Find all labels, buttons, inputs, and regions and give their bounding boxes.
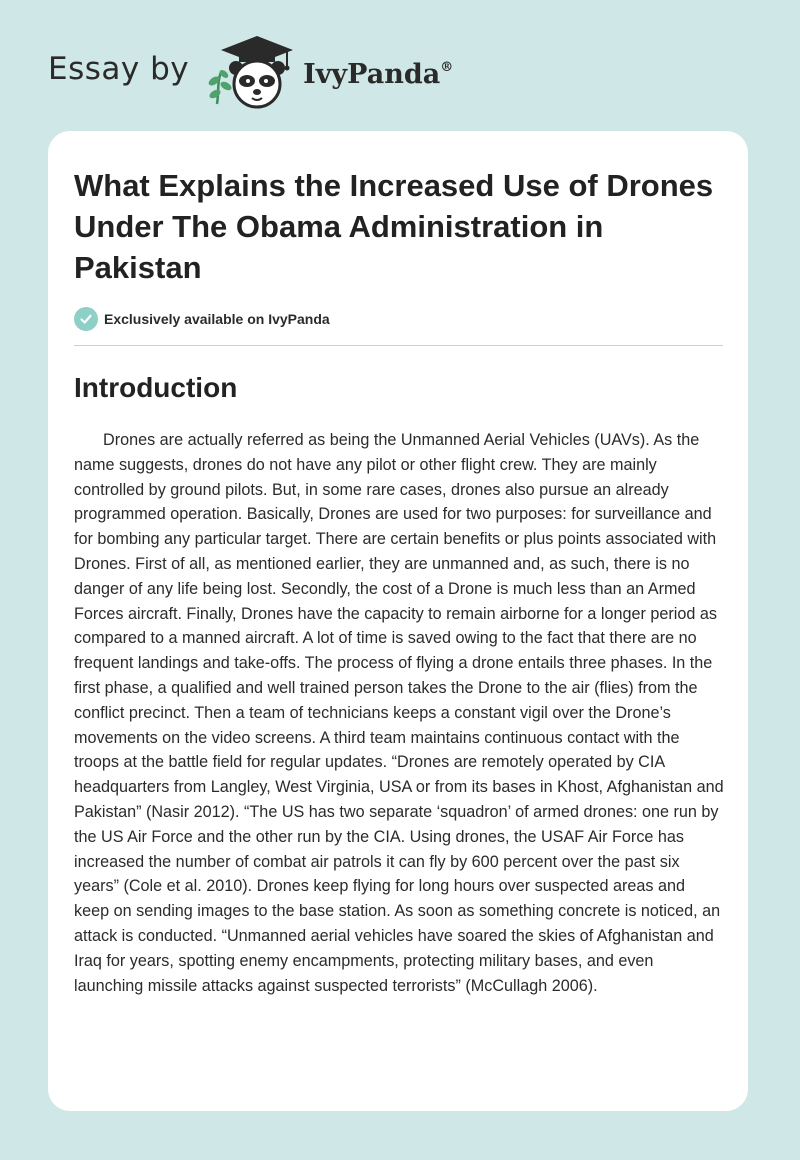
brand-header: [48, 34, 453, 110]
divider: [74, 345, 723, 346]
page-title: What Explains the Increased Use of Drones Under The Obama Administration in Pakistan: [74, 168, 714, 285]
registered-mark: ®: [440, 59, 454, 75]
essay-card: [48, 131, 748, 1111]
check-circle-icon: [74, 307, 98, 331]
panda-graduate-icon: [205, 34, 297, 110]
section-heading: Introduction: [74, 372, 238, 403]
body-paragraph: Drones are actually referred as being the Unmanned Aerial Vehicles (UAVs). As the name suggests, drones do not have any pilot or other flight crew. They are mainly controlled by ground pilots. But, in some rare cases, drones also pursue an already programmed operation. Basically, Drones are used for two purposes: for surveillance and for bombing any particular target. There are certain benefits or plus points associated with Drones. First of all, as mentioned earlier, they are unmanned and, as such, there is no danger of any life being lost. Secondly, the cost of a Drone is much less than an Armed Forces aircraft. Finally, Drones have the capacity to remain airborne for a longer period as compared to a manned aircraft. A lot of time is saved owing to the fact that there are no frequent landings and take-offs. The process of flying a drone entails three phases. In the first phase, a qualified and well trained person takes the Drone to the air (flies) from the conflict precinct. Then a team of technicians keeps a constant vigil over the Drone’s movements on the video screens. A third team maintains continuous contact with the troops at the battle field for regular updates. “Drones are remotely operated by CIA headquarters from Langley, West Virginia, USA or from its bases in Khost, Afghanistan and Pakistan” (Nasir 2012). “The US has two separate ‘squadron’ of armed drones: one run by the US Air Force and the other run by the CIA. Using drones, the USAF Air Force has increased the number of combat air patrols it can fly by 600 percent over the past six years” (Cole et al. 2010). Drones keep flying for long hours over suspected areas and keep on sending images to the base station. As soon as something concrete is noticed, an attack is conducted. “Unmanned aerial vehicles have soared the skies of Afghanistan and Iraq for years, spotting enemy encampments, protecting military bases, and even launching missile attacks against suspected terrorists” (McCullagh 2006).: [74, 431, 724, 995]
brand-name: IvyPanda®: [303, 58, 454, 90]
exclusive-badge-text: Exclusively available on IvyPanda: [104, 311, 330, 327]
exclusive-badge: [74, 307, 330, 331]
brand-prefix: Essay by: [48, 51, 190, 87]
